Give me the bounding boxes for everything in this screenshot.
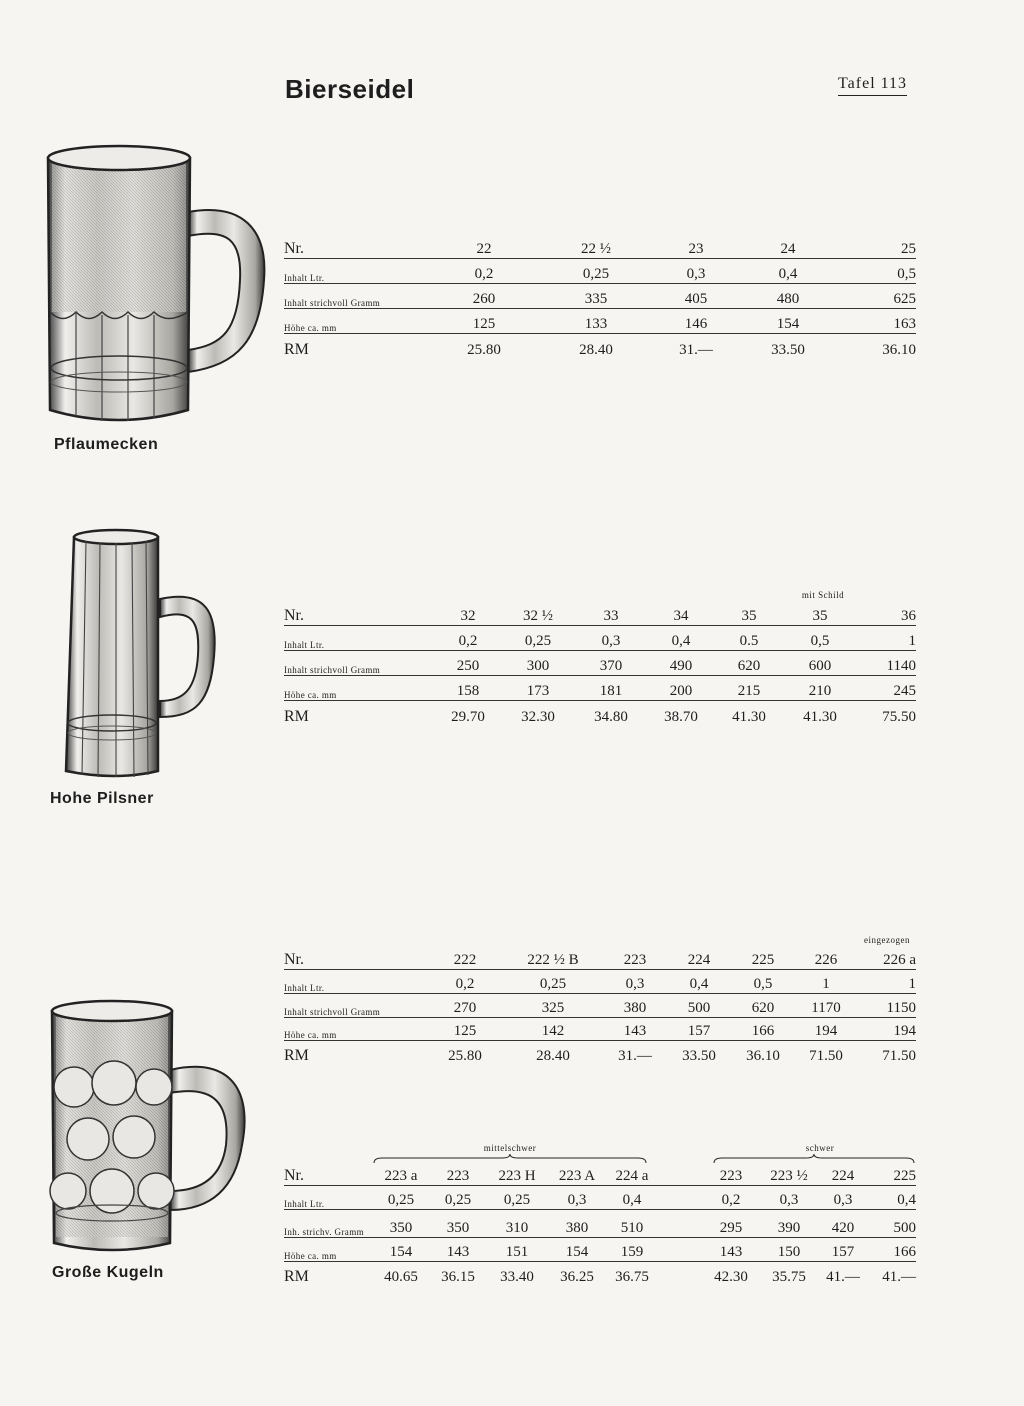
row-label: Inhalt Ltr. <box>284 625 434 650</box>
table-cell: 224 <box>666 944 732 969</box>
caption-pflaumecken: Pflaumecken <box>54 436 159 453</box>
table-cell: 390 <box>760 1209 818 1237</box>
table-cell: 159 <box>606 1237 658 1261</box>
table-cell: 1 <box>856 625 916 650</box>
table-cell: 41.— <box>826 1269 860 1285</box>
table-cell: 270 <box>428 993 502 1017</box>
table-cell: 223 ½ <box>760 1160 818 1185</box>
table-cell: 33.40 <box>500 1269 534 1285</box>
table-row <box>284 1261 916 1286</box>
table-cell: 0,3 <box>548 1185 606 1209</box>
table-cell: 33 <box>574 599 648 625</box>
table-cell: 143 <box>702 1237 760 1261</box>
table-cell: 36.10 <box>746 1048 780 1064</box>
mug-hohe-pilsner-illustration <box>56 527 222 781</box>
table-cell: 0,3 <box>574 625 648 650</box>
row-label: Höhe ca. mm <box>284 1237 372 1261</box>
table-cell: 224 a <box>606 1160 658 1185</box>
table-cell: 125 <box>428 308 540 333</box>
table-cell: 223 H <box>486 1160 548 1185</box>
row-label: RM <box>284 1268 309 1285</box>
row-label: Nr. <box>284 1160 372 1185</box>
table-row <box>284 1209 916 1237</box>
table-cell: 35 <box>784 599 856 625</box>
table-cell: 23 <box>652 232 740 258</box>
table-cell: 34.80 <box>594 709 628 725</box>
table-cell: 33.50 <box>771 342 805 358</box>
table-cell: 0,4 <box>666 969 732 993</box>
caption-hohe-pilsner: Hohe Pilsner <box>50 790 154 807</box>
page-title: Bierseidel <box>285 74 415 104</box>
table-row <box>284 675 916 700</box>
table-cell: 0,3 <box>652 258 740 283</box>
row-label: Nr. <box>284 599 434 625</box>
table-cell: 0,25 <box>372 1185 430 1209</box>
table-cell: 350 <box>430 1209 486 1237</box>
table-cell: 32 ½ <box>502 599 574 625</box>
table-cell: 0,3 <box>818 1185 868 1209</box>
table-cell: 28.40 <box>579 342 613 358</box>
table-row <box>284 333 916 359</box>
table-row <box>284 1160 916 1185</box>
table-cell: 295 <box>702 1209 760 1237</box>
row-label: Inhalt Ltr. <box>284 969 428 993</box>
table-cell: 34 <box>648 599 714 625</box>
table-cell: 157 <box>666 1017 732 1040</box>
table-cell: 0,2 <box>434 625 502 650</box>
table-cell: 181 <box>574 675 648 700</box>
table-cell: 142 <box>502 1017 604 1040</box>
table-cell: 223 A <box>548 1160 606 1185</box>
mug-pflaumecken-illustration <box>38 140 270 430</box>
row-label: RM <box>284 1047 309 1064</box>
table-cell: 0,25 <box>502 625 574 650</box>
table-row <box>284 993 916 1017</box>
table-row <box>284 599 916 625</box>
table-cell: 173 <box>502 675 574 700</box>
table-cell: 194 <box>794 1017 858 1040</box>
table-cell: 42.30 <box>714 1269 748 1285</box>
table-row <box>284 1017 916 1040</box>
table-cell: 32.30 <box>521 709 555 725</box>
table-cell: 31.— <box>618 1048 652 1064</box>
table-cell: 350 <box>372 1209 430 1237</box>
table-cell: 0,25 <box>502 969 604 993</box>
table-cell: 71.50 <box>882 1048 916 1064</box>
table-cell: 194 <box>858 1017 916 1040</box>
table-row <box>284 700 916 726</box>
table-cell: 133 <box>540 308 652 333</box>
table-cell: 225 <box>732 944 794 969</box>
table-cell: 620 <box>732 993 794 1017</box>
table-cell: 35 <box>714 599 784 625</box>
table-cell: 166 <box>732 1017 794 1040</box>
table-cell: 163 <box>836 308 916 333</box>
table-cell: 143 <box>430 1237 486 1261</box>
table-cell: 500 <box>666 993 732 1017</box>
table-cell: 0,2 <box>428 258 540 283</box>
table-cell: 0.5 <box>714 625 784 650</box>
table-cell: 38.70 <box>664 709 698 725</box>
table-cell: 22 ½ <box>540 232 652 258</box>
table-cell: 154 <box>548 1237 606 1261</box>
table-cell: 36 <box>856 599 916 625</box>
table-row <box>284 625 916 650</box>
row-label: Höhe ca. mm <box>284 308 428 333</box>
table-gap <box>658 1237 702 1261</box>
table-cell: 223 <box>604 944 666 969</box>
table-cell: 154 <box>740 308 836 333</box>
table-cell: 300 <box>502 650 574 675</box>
table-cell: 500 <box>868 1209 916 1237</box>
table-gap <box>658 1261 702 1286</box>
table-cell: 335 <box>540 283 652 308</box>
note-eingezogen: eingezogen <box>864 935 910 945</box>
caption-grosse-kugeln: Große Kugeln <box>52 1264 164 1281</box>
table-cell: 222 <box>428 944 502 969</box>
table-cell: 32 <box>434 599 502 625</box>
table-cell: 25.80 <box>448 1048 482 1064</box>
table-cell: 200 <box>648 675 714 700</box>
table-cell: 24 <box>740 232 836 258</box>
table-cell: 245 <box>856 675 916 700</box>
table-cell: 0,4 <box>648 625 714 650</box>
table-row <box>284 308 916 333</box>
table-cell: 157 <box>818 1237 868 1261</box>
table-row <box>284 1237 916 1261</box>
table-cell: 0,3 <box>604 969 666 993</box>
table-cell: 36.15 <box>441 1269 475 1285</box>
table-cell: 151 <box>486 1237 548 1261</box>
table-cell: 510 <box>606 1209 658 1237</box>
row-label: Höhe ca. mm <box>284 1017 428 1040</box>
table-pflaumecken <box>284 232 916 359</box>
table-cell: 35.75 <box>772 1269 806 1285</box>
table-cell: 1170 <box>794 993 858 1017</box>
table-cell: 260 <box>428 283 540 308</box>
row-label: Höhe ca. mm <box>284 675 434 700</box>
table-cell: 143 <box>604 1017 666 1040</box>
table-cell: 22 <box>428 232 540 258</box>
group-label-schwer: schwer <box>805 1143 835 1153</box>
table-cell: 33.50 <box>682 1048 716 1064</box>
table-cell: 41.30 <box>803 709 837 725</box>
table-cell: 41.30 <box>732 709 766 725</box>
group-label-mittelschwer: mittelschwer <box>483 1143 537 1153</box>
table-cell: 600 <box>784 650 856 675</box>
table-cell: 150 <box>760 1237 818 1261</box>
table-cell: 223 <box>702 1160 760 1185</box>
table-cell: 420 <box>818 1209 868 1237</box>
table-cell: 380 <box>548 1209 606 1237</box>
table-row <box>284 1185 916 1209</box>
table-row <box>284 650 916 675</box>
table-cell: 1150 <box>858 993 916 1017</box>
table-cell: 405 <box>652 283 740 308</box>
table-cell: 224 <box>818 1160 868 1185</box>
table-gap <box>658 1185 702 1209</box>
table-row <box>284 283 916 308</box>
table-cell: 0,2 <box>428 969 502 993</box>
mug-grosse-kugeln-illustration <box>44 995 250 1257</box>
table-cell: 0,4 <box>868 1185 916 1209</box>
table-cell: 158 <box>434 675 502 700</box>
table-cell: 226 a <box>858 944 916 969</box>
table-cell: 215 <box>714 675 784 700</box>
table-row <box>284 258 916 283</box>
table-cell: 620 <box>714 650 784 675</box>
table-cell: 370 <box>574 650 648 675</box>
table-cell: 0,4 <box>740 258 836 283</box>
table-cell: 36.25 <box>560 1269 594 1285</box>
table-cell: 490 <box>648 650 714 675</box>
row-label: Inh. strichv. Gramm <box>284 1209 372 1237</box>
table-cell: 225 <box>868 1160 916 1185</box>
table-grosse-kugeln-gewicht <box>284 1160 916 1286</box>
table-cell: 0,3 <box>760 1185 818 1209</box>
row-label: Inhalt Ltr. <box>284 1185 372 1209</box>
table-cell: 0,5 <box>784 625 856 650</box>
table-cell: 1 <box>794 969 858 993</box>
table-cell: 0,25 <box>540 258 652 283</box>
row-label: Inhalt strichvoll Gramm <box>284 650 434 675</box>
row-label: Inhalt strichvoll Gramm <box>284 993 428 1017</box>
table-cell: 310 <box>486 1209 548 1237</box>
table-cell: 0,5 <box>732 969 794 993</box>
table-cell: 0,4 <box>606 1185 658 1209</box>
table-cell: 125 <box>428 1017 502 1040</box>
table-cell: 210 <box>784 675 856 700</box>
table-cell: 71.50 <box>809 1048 843 1064</box>
table-cell: 41.— <box>882 1269 916 1285</box>
table-cell: 154 <box>372 1237 430 1261</box>
table-cell: 25 <box>836 232 916 258</box>
table-cell: 480 <box>740 283 836 308</box>
table-cell: 380 <box>604 993 666 1017</box>
row-label: RM <box>284 708 309 725</box>
note-mit-schild: mit Schild <box>801 590 845 600</box>
table-gap <box>658 1160 702 1185</box>
row-label: Nr. <box>284 944 428 969</box>
table-grosse-kugeln <box>284 944 916 1065</box>
row-label: Inhalt Ltr. <box>284 258 428 283</box>
table-cell: 625 <box>836 283 916 308</box>
table-cell: 0,5 <box>836 258 916 283</box>
table-cell: 223 a <box>372 1160 430 1185</box>
table-gap <box>658 1209 702 1237</box>
table-cell: 223 <box>430 1160 486 1185</box>
table-cell: 75.50 <box>882 709 916 725</box>
table-row <box>284 944 916 969</box>
table-cell: 28.40 <box>536 1048 570 1064</box>
table-cell: 226 <box>794 944 858 969</box>
table-row <box>284 232 916 258</box>
table-cell: 36.75 <box>615 1269 649 1285</box>
table-cell: 146 <box>652 308 740 333</box>
table-cell: 0,25 <box>486 1185 548 1209</box>
table-cell: 250 <box>434 650 502 675</box>
table-cell: 25.80 <box>467 342 501 358</box>
table-cell: 1 <box>858 969 916 993</box>
table-cell: 40.65 <box>384 1269 418 1285</box>
row-label: Nr. <box>284 232 428 258</box>
table-cell: 29.70 <box>451 709 485 725</box>
table-cell: 0,25 <box>430 1185 486 1209</box>
table-cell: 0,2 <box>702 1185 760 1209</box>
row-label: Inhalt strichvoll Gramm <box>284 283 428 308</box>
row-label: RM <box>284 341 309 358</box>
table-cell: 31.— <box>679 342 713 358</box>
table-cell: 36.10 <box>882 342 916 358</box>
table-hohe-pilsner <box>284 599 916 726</box>
table-cell: 166 <box>868 1237 916 1261</box>
table-cell: 1140 <box>856 650 916 675</box>
table-row <box>284 1040 916 1065</box>
plate-number: Tafel 113 <box>838 75 907 96</box>
table-cell: 222 ½ B <box>502 944 604 969</box>
table-cell: 325 <box>502 993 604 1017</box>
table-row <box>284 969 916 993</box>
